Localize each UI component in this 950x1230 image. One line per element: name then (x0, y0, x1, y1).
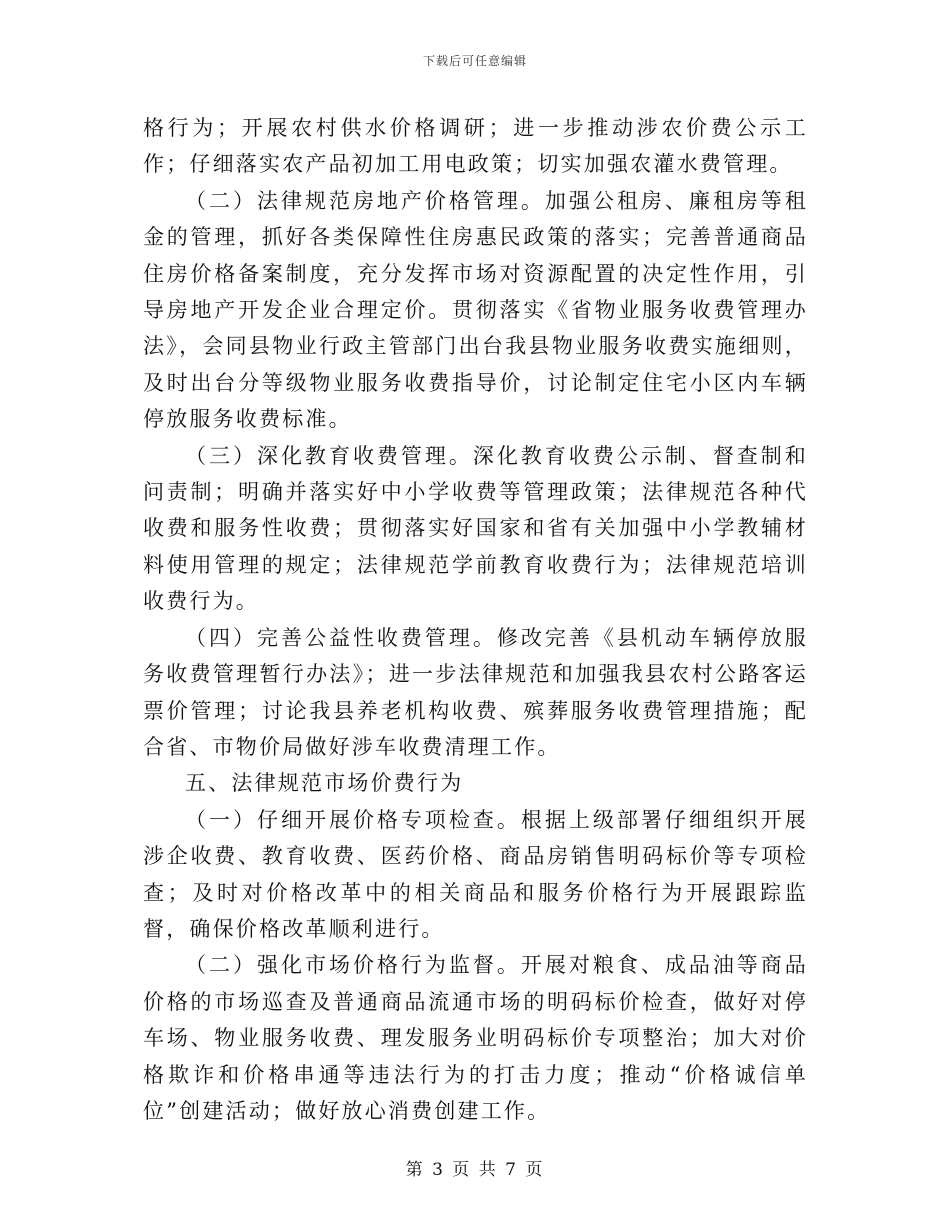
document-body (143, 110, 808, 1129)
paragraph-real-estate-pricing: （二）法律规范房地产价格管理。加强公租房、廉租房等租金的管理，抓好各类保障性住房惠民政策的落实；完善普通商品住房价格备案制度，充分发挥市场对资源配置的决定性作用，引导房地产开发企业合理定价。贯彻落实《省物业服务收费管理办法》，会同县物业行政主管部门出台我县物业服务收费实施细则，及时出台分等级物业服务收费指导价，讨论制定住宅小区内车辆停放服务收费标准。 (143, 188, 808, 432)
paragraph-education-fees: （三）深化教育收费管理。深化教育收费公示制、督查制和问责制；明确并落实好中小学收费等管理政策；法律规范各种代收费和服务性收费；贯彻落实好国家和省有关加强中小学教辅材料使用管理的规定；法律规范学前教育收费行为；法律规范培训收费行为。 (143, 443, 808, 614)
paragraph-special-inspection: （一）仔细开展价格专项检查。根据上级部署仔细组织开展涉企收费、教育收费、医药价格、商品房销售明码标价等专项检查；及时对价格改革中的相关商品和服务价格行为开展跟踪监督，确保价格改革顺利进行。 (143, 807, 808, 941)
page-header: 下载后可任意编辑 (422, 54, 527, 68)
paragraph-continued: 格行为；开展农村供水价格调研；进一步推动涉农价费公示工作；仔细落实农产品初加工用电政策；切实加强农灌水费管理。 (143, 116, 808, 177)
paragraph-market-supervision: （二）强化市场价格行为监督。开展对粮食、成品油等商品价格的市场巡查及普通商品流通市场的明码标价检查，做好对停车场、物业服务收费、理发服务业明码标价专项整治；加大对价格欺诈和价格串通等违法行为的打击力度；推动“价格诚信单位”创建活动；做好放心消费创建工作。 (143, 953, 808, 1123)
paragraph-public-welfare-fees: （四）完善公益性收费管理。修改完善《县机动车辆停放服务收费管理暂行办法》；进一步法律规范和加强我县农村公路客运票价管理；讨论我县养老机构收费、殡葬服务收费管理措施；配合省、市物价局做好涉车收费清理工作。 (143, 625, 808, 759)
section-heading-market-pricing: 五、法律规范市场价费行为 (185, 771, 464, 796)
page-number: 第 3 页 共 7 页 (405, 1160, 545, 1180)
